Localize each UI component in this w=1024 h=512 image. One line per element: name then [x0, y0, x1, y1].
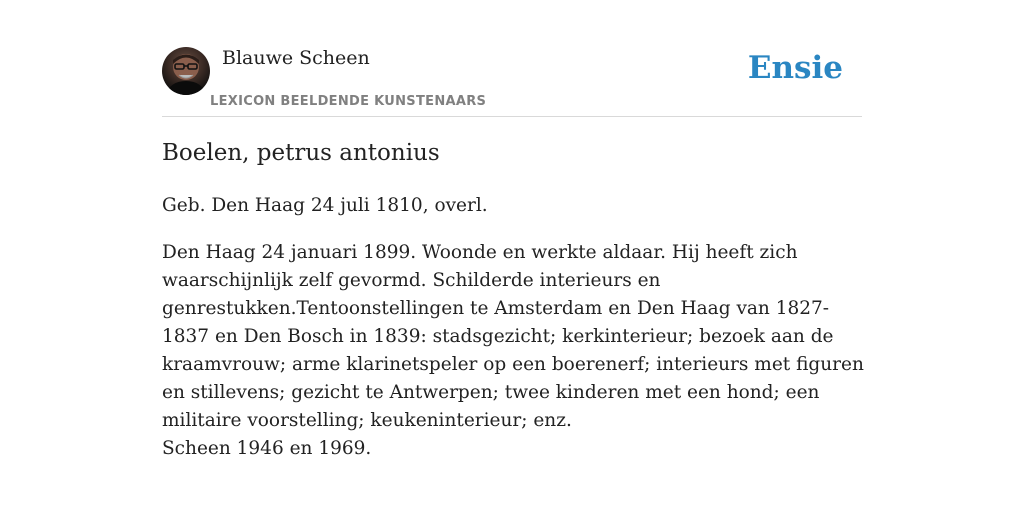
author-avatar[interactable] — [162, 47, 210, 95]
page-header — [162, 44, 862, 117]
article-title: Boelen, petrus antonius — [162, 140, 440, 166]
ensie-logo[interactable]: Ensie — [747, 50, 843, 86]
article-paragraph-2: Den Haag 24 januari 1899. Woonde en werkte aldaar. Hij heeft zich waarschijnlijk zelf gevormd. Schilderde interieurs en genrestukken.Tentoonstellingen te Amsterdam en Den Haag van 1827-1837 en Den Bosch in 1839: stadsgezicht; kerkinterieur; bezoek aan de kraamvrouw; arme klarinetspeler op een boerenerf; interieurs met figuren en stillevens; gezicht te Antwerpen; twee kinderen met een hond; een militaire voorstelling; keukeninterieur; enz. — [162, 242, 864, 431]
article-paragraph-3: Scheen 1946 en 1969. — [162, 438, 372, 459]
author-name[interactable]: Blauwe Scheen — [222, 47, 370, 69]
article-paragraph-1: Geb. Den Haag 24 juli 1810, overl. — [162, 195, 488, 216]
author-photo-icon — [162, 47, 210, 95]
publication-name[interactable]: LEXICON BEELDENDE KUNSTENAARS — [210, 94, 487, 109]
